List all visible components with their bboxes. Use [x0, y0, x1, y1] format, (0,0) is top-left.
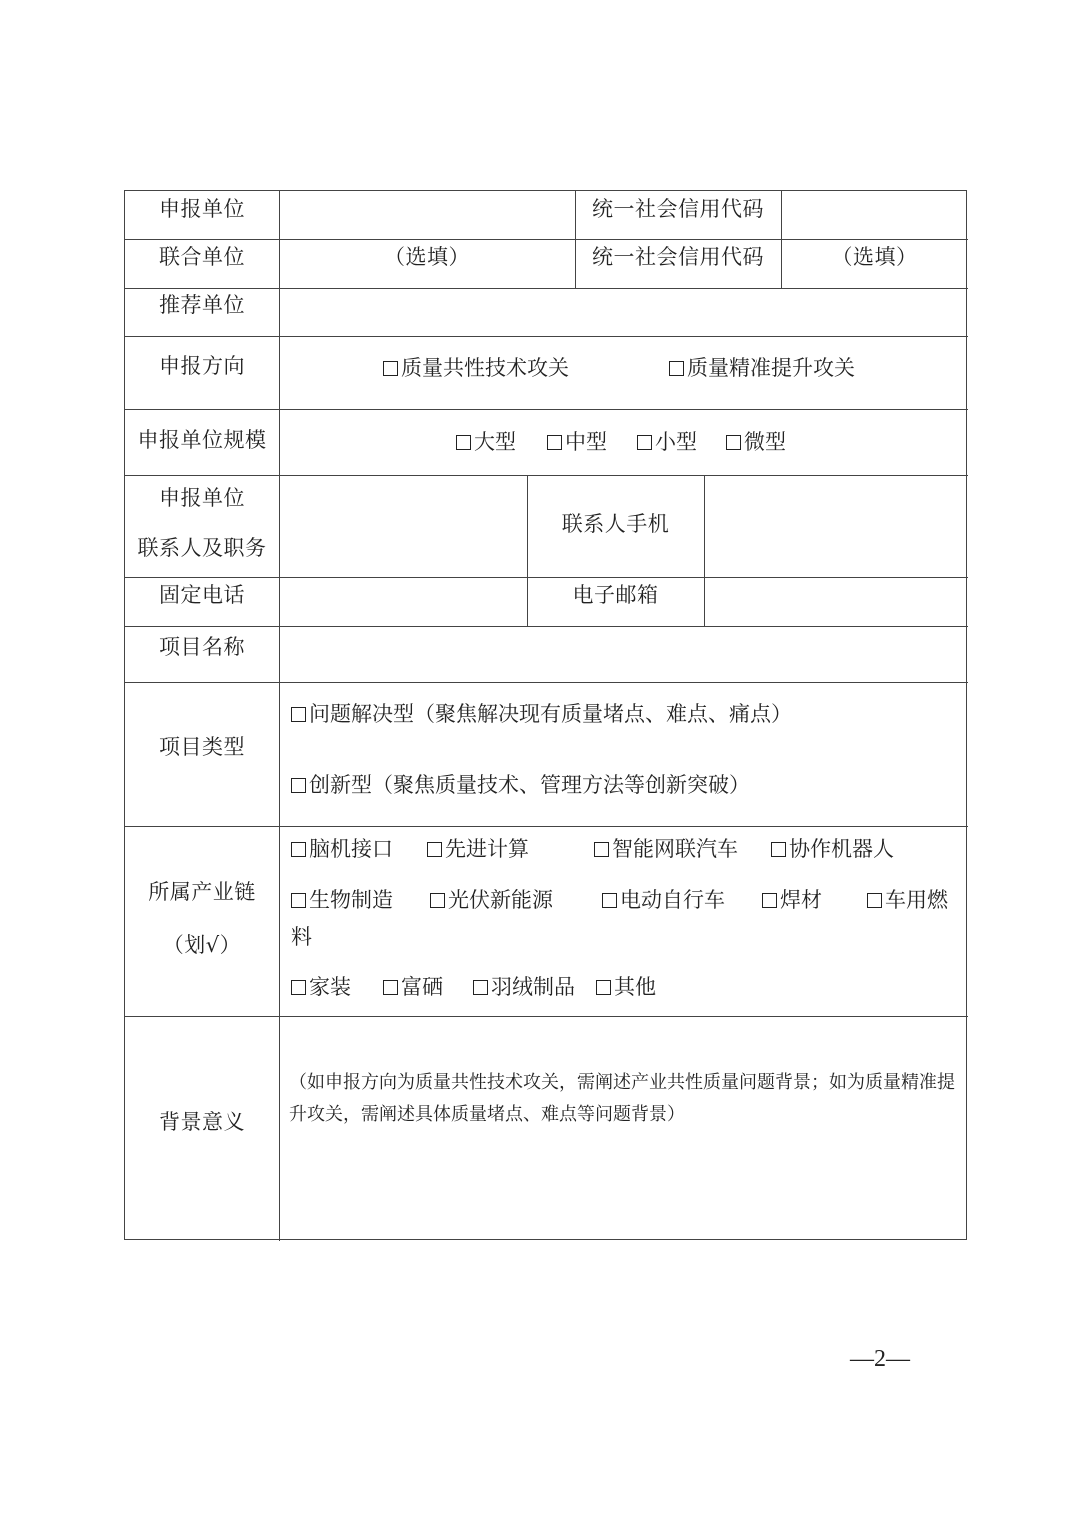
checkbox-icon[interactable] [726, 435, 741, 450]
industry-option[interactable]: 羽绒制品 [473, 974, 575, 1000]
joint-unit-field[interactable]: （选填） [384, 245, 470, 269]
credit-code-field[interactable] [783, 192, 966, 238]
checkbox-icon[interactable] [596, 980, 611, 995]
checkbox-icon[interactable] [594, 842, 609, 857]
row-divider [125, 336, 968, 337]
page-number: —2— [850, 1346, 910, 1372]
label-phone: 固定电话 [159, 583, 245, 607]
direction-option[interactable]: 质量共性技术攻关 [383, 355, 569, 381]
scale-option[interactable]: 大型 [456, 429, 516, 455]
label-credit-code-2: 统一社会信用代码 [592, 245, 764, 269]
scale-option[interactable]: 小型 [637, 429, 697, 455]
label-industry-line1: 所属产业链 [148, 880, 256, 904]
checkbox-icon[interactable] [456, 435, 471, 450]
industry-option-wrap: 料 [291, 925, 313, 949]
checkbox-icon[interactable] [771, 842, 786, 857]
label-recommend-unit: 推荐单位 [159, 293, 245, 317]
checkbox-icon[interactable] [291, 980, 306, 995]
label-background: 背景意义 [159, 1110, 245, 1134]
column-divider [704, 475, 705, 626]
label-credit-code: 统一社会信用代码 [592, 197, 764, 221]
industry-option[interactable]: 焊材 [762, 887, 822, 913]
row-divider [125, 475, 968, 476]
industry-option[interactable]: 脑机接口 [291, 836, 393, 862]
checkbox-icon[interactable] [669, 361, 684, 376]
scale-option[interactable]: 中型 [547, 429, 607, 455]
industry-option[interactable]: 家装 [291, 974, 351, 1000]
checkbox-icon[interactable] [602, 893, 617, 908]
checkbox-icon[interactable] [291, 842, 306, 857]
checkbox-icon[interactable] [867, 893, 882, 908]
email-field[interactable] [706, 578, 966, 625]
industry-option[interactable]: 车用燃 [867, 887, 948, 913]
project-type-option[interactable]: 问题解决型（聚焦解决现有质量堵点、难点、痛点） [291, 701, 792, 727]
industry-option[interactable]: 智能网联汽车 [594, 836, 738, 862]
direction-option[interactable]: 质量精准提升攻关 [669, 355, 855, 381]
checkbox-icon[interactable] [291, 778, 306, 793]
row-divider [125, 409, 968, 410]
checkbox-icon[interactable] [291, 893, 306, 908]
label-industry-line2: （划√） [162, 933, 242, 957]
industry-option[interactable]: 先进计算 [427, 836, 529, 862]
row-divider [125, 682, 968, 683]
industry-option[interactable]: 其他 [596, 974, 656, 1000]
row-divider [125, 239, 968, 240]
phone-field[interactable] [281, 578, 525, 625]
checkbox-icon[interactable] [291, 707, 306, 722]
checkbox-icon[interactable] [383, 361, 398, 376]
label-contact-line1: 申报单位 [159, 486, 245, 510]
row-divider [125, 826, 968, 827]
checkbox-icon[interactable] [637, 435, 652, 450]
background-note[interactable]: （如申报方向为质量共性技术攻关，需阐述产业共性质量问题背景；如为质量精准提升攻关，需阐述具体质量堵点、难点等问题背景） [289, 1072, 955, 1125]
industry-option[interactable]: 光伏新能源 [430, 887, 553, 913]
column-divider [279, 191, 280, 1241]
application-form-table [124, 190, 967, 1240]
label-mobile: 联系人手机 [561, 512, 670, 536]
industry-option[interactable]: 生物制造 [291, 887, 393, 913]
label-applicant: 申报单位 [159, 197, 245, 221]
label-scale: 申报单位规模 [137, 428, 267, 452]
row-divider [125, 626, 968, 627]
row-divider [125, 288, 968, 289]
checkbox-icon[interactable] [473, 980, 488, 995]
checkbox-icon[interactable] [427, 842, 442, 857]
recommend-unit-field[interactable] [281, 290, 966, 336]
label-contact-line2: 联系人及职务 [137, 536, 267, 560]
label-direction: 申报方向 [159, 354, 245, 378]
label-project-name: 项目名称 [159, 635, 245, 659]
checkbox-icon[interactable] [383, 980, 398, 995]
checkbox-icon[interactable] [762, 893, 777, 908]
column-divider [781, 191, 782, 288]
project-name-field[interactable] [281, 628, 966, 682]
project-type-option[interactable]: 创新型（聚焦质量技术、管理方法等创新突破） [291, 772, 750, 798]
applicant-field[interactable] [281, 192, 573, 238]
label-email: 电子邮箱 [572, 583, 659, 607]
industry-option[interactable]: 富硒 [383, 974, 443, 1000]
mobile-field[interactable] [706, 477, 966, 577]
label-project-type: 项目类型 [159, 735, 245, 759]
industry-option[interactable]: 协作机器人 [771, 836, 894, 862]
checkbox-icon[interactable] [547, 435, 562, 450]
contact-person-field[interactable] [281, 477, 525, 577]
checkbox-icon[interactable] [430, 893, 445, 908]
industry-option[interactable]: 电动自行车 [602, 887, 725, 913]
label-joint-unit: 联合单位 [159, 245, 245, 269]
scale-option[interactable]: 微型 [726, 429, 786, 455]
row-divider [125, 1016, 968, 1017]
joint-credit-code-field[interactable]: （选填） [831, 245, 918, 269]
